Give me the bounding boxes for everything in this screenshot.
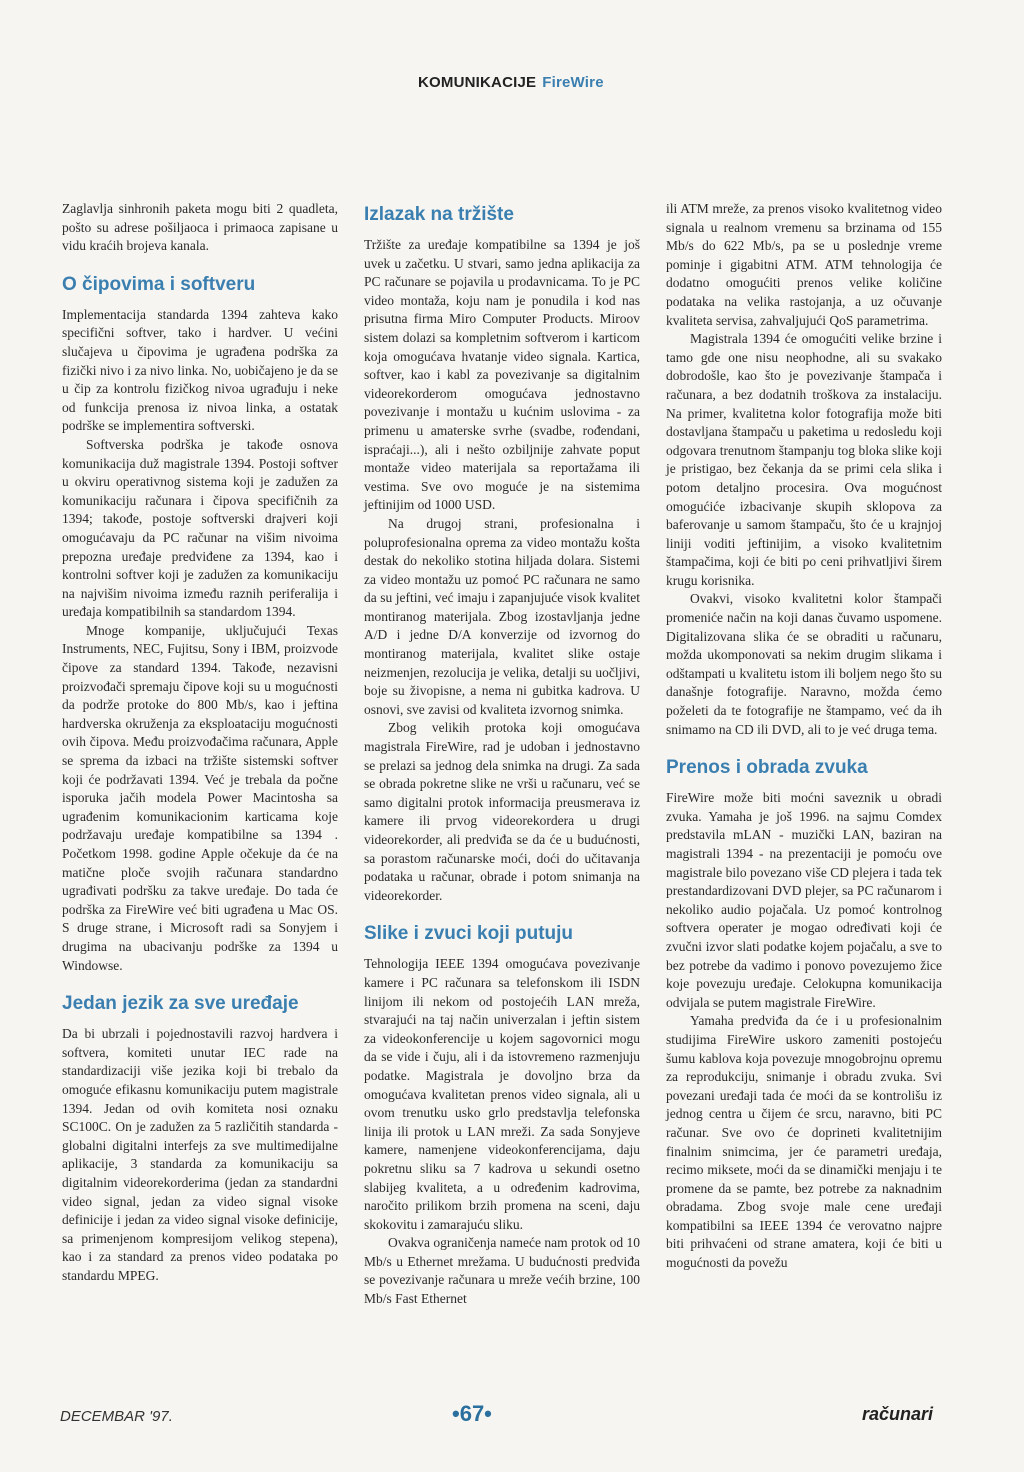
column-3 (666, 200, 942, 1273)
section-heading: Slike i zvuci koji putuju (364, 923, 574, 945)
header-section: KOMUNIKACIJE (418, 74, 537, 91)
paragraph: FireWire može biti moćni saveznik u obradi zvuka. Yamaha je još 1996. na sajmu Comdex predstavila mLAN - muzički LAN, baziran na magistrali 1394 - na prezentaciji je pomoću ove magistrale bilo povezano više CD plejera i tada tek prestandardizovani DVD plejer, sa PC računarom i nekoliko audio pojačala. Uz pomoć kontrolnog softvera operater je mogao određivati koji će zvučni izvor slati podatke kojem pojačalu, a sve to bez potrebe da vadimo i ponovo povezujemo žice koje povezuju uređaje. Celokupna komunikacija odvijala se putem magistrale FireWire. (666, 790, 942, 1010)
paragraph: ili ATM mreže, za prenos visoko kvalitetnog video signala u realnom vremenu sa brzinama od 155 Mb/s do 622 Mb/s, pa se u poslednje vreme pominje i gigabitni ATM. ATM tehnologija će dodatno omogućiti prenos velike količine podataka na velika rastojanja, a uz očuvanje kvaliteta servisa, zahvaljujući QoS parametrima. (666, 201, 942, 328)
magazine-name: računari (862, 1404, 934, 1424)
header-topic: FireWire (542, 74, 604, 91)
paragraph: Na drugoj strani, profesionalna i poluprofesionalna oprema za video montažu košta destak do nekoliko stotina hiljada dolara. Sistemi za video montažu uz pomoć PC računara ne samo da su jeftini, već imaju i zapanjujuće visok kvalitet montiranog materijala. Zbog izostavljanja jedne A/D i jedne D/A konverzije od izvornog do montiranog materijala, kvalitet slike ostaje neizmenjen, rezolucija je velika, detalji su uočljivi, boje su živopisne, a nema ni gubitka kadrova. U osnovi, sve zavisi od kvaliteta izvornog snimka. (364, 515, 640, 717)
paragraph: Zaglavlja sinhronih paketa mogu biti 2 quadleta, pošto su adrese pošiljaoca i primaoca zapisane u vidu kraćih brojeva kanala. (62, 201, 338, 254)
paragraph: Implementacija standarda 1394 zahteva kako specifični softver, tako i hardver. U većini slučajeva u čipovima je ugrađena podrška za fizički nivo i za nivo linka. No, uobičajeno je da se u čip za kontrolu fizičkog nivoa ugrađuju i neke od funkcija prenosa iz nivoa linka, a ostatak podrške se implementira softverski. (62, 306, 338, 434)
paragraph: Tržište za uređaje kompatibilne sa 1394 je još uvek u začetku. U stvari, samo jedna aplikacija za PC računare se pojavila u prodavnicama. To je PC video montaža, koju nam je ponudila i kod nas prisutna firma Miro Computer Products. Miroov sistem dolazi sa kompletnim softverom i karticom koja omogućava hvatanje video signala. Kartica, softver, kao i kabl za povezivanje sa digitalnim videorekorderom omogućava jednostavno povezivanje i montažu u kućnim uslovima - za primenu u amaterske svrhe (svadbe, rođendani, ispraćaji...), ali i nešto ozbiljnije zahvate poput montaže video materijala sa reportažama ili vestima. Sve ovo moguće je na sistemima jeftinijim od 1000 USD. (364, 237, 640, 513)
paragraph: Zbog velikih protoka koji omogućava magistrala FireWire, rad je udoban i jednostavno se prelazi sa jednog dela snimka na drugi. Za sada se obrada pokretne slike ne vrši u računaru, već se samo digitalni protok informacija preusmerava iz kamere ili prvog videorekordera u drugi videorekorder, ali predviđa se da će u budućnosti, sa porastom računarske moći, doći do učitavanja podataka u računar, obrade i potom snimanja na videorekorder. (364, 720, 640, 903)
section-heading: Prenos i obrada zvuka (666, 757, 868, 779)
running-header (418, 74, 604, 91)
page-number: •67• (452, 1401, 492, 1426)
section-heading: Jedan jezik za sve uređaje (62, 993, 299, 1015)
column-2 (364, 204, 640, 1309)
paragraph: Yamaha predviđa da će i u profesionalnim studijima FireWire uskoro zameniti postojeću šumu kablova koja povezuje mnogobrojnu opremu za reprodukciju, snimanje i obradu zvuka. Svi povezani uređaji tada će moći da se kontrolišu iz jednog centra u čijem će srcu, naravno, biti PC računar. Sve ovo će doprineti kvalitetnijim finalnim snimcima, jer će parametri uređaja, recimo miksete, moći da se dinamički menjaju i te promene da se pamte, bez potrebe za naknadnim obradama. Zbog svoje male cene uređaji kompatibilni sa IEEE 1394 će verovatno najpre biti prihvaćeni od strane amatera, koji će biti u mogućnosti da povežu (666, 1013, 942, 1271)
column-1 (62, 200, 338, 1285)
paragraph: Magistrala 1394 će omogućiti velike brzine i tamo gde one nisu neophodne, ali su svakako dobrodošle, kao što je povezivanje štampača i računara, a bez dodatnih troškova za instalaciju. Na primer, kvalitetna kolor fotografija može biti dostavljana štampaču u paketima u redosledu koji odgovara trenutnom štampanju tog bloka slike koji je pristigao, bez čekanja da se primi cela slika i potom detaljno procesira. Ova mogućnost omogućiće izbacivanje skupih sklopova za baferovanje u samom štampaču, što će u krajnjoj liniji voditi jeftinijim, a visoko kvalitetnim štampačima, koji će biti po ceni prihvatljivi širem krugu korisnika. (666, 331, 942, 588)
issue-date: DECEMBAR '97. (60, 1408, 173, 1425)
paragraph: Softverska podrška je takođe osnova komunikacija duž magistrale 1394. Postoji softver u okviru operativnog sistema koji je zadužen za komunikaciju računara i čipova specifičnih za 1394; takođe, postoje softverski drajveri koji omogućavaju da PC računar na višim nivoima prepozna uređaje predviđene za 1394, kao i kontrolni softver koji je zadužen za komunikaciju na najvišim nivoima između raznih periferalija i uređaja kompatibilnih sa standardom 1394. (62, 436, 338, 620)
paragraph: Da bi ubrzali i pojednostavili razvoj hardvera i softvera, komiteti unutar IEC rade na standardizaciji više jezika koji bi trebalo da omoguće efikasnu komunikaciju putem magistrale 1394. Jedan od ovih komiteta nosi oznaku SC100C. On je zadužen za 5 različitih standarda - globalni digitalni interfejs za sve multimedijalne aplikacije, 3 standarda za komunikaciju sa digitalnim videorekorderima (jedan za standardni video signal, jedan za video signal visoke definicije i jedan za video signal visoke definicije, sa primenjenom kompresijom velikog stepena), kao i za standard za prenos video podataka po standardu MPEG. (62, 1026, 338, 1283)
paragraph: Ovakva ograničenja nameće nam protok od 10 Mb/s u Ethernet mrežama. U budućnosti predviđa se povezivanje računara u mreže većih brzine, 100 Mb/s Fast Ethernet (364, 1235, 640, 1307)
section-heading: O čipovima i softveru (62, 273, 256, 295)
paragraph: Ovakvi, visoko kvalitetni kolor štampači promeniće način na koji danas čuvamo uspomene. Digitalizovana slika će se obraditi u računaru, možda ukomponovati sa nekim drugim slikama i odštampati u kvalitetu istom ili boljem nego što su današnje fotografije. Naravno, možda ćemo poželeti da te fotografije ne štampamo, već da ih snimamo na CD ili DVD, ali to je već druga tema. (666, 591, 942, 737)
paragraph: Tehnologija IEEE 1394 omogućava povezivanje kamere i PC računara sa telefonskom ili ISDN linijom ili nekom od postojećih LAN mreža, stvarajući na taj način univerzalan i jeftin sistem za videokonferencije u kojem sagovornici mogu da se vide i čuju, ali i da istovremeno razmenjuju podatke. Magistrala je dovoljno brza da omogućava kvalitetan prenos video signala, ali u ovom trenutku usko grlo predstavlja telefonska linija ili protok u LAN mreži. Za sada Sonyjeve kamere, namenjene videokonferencijama, daju pokretnu sliku sa 7 kadrova u sekundi osetno slabijeg kvaliteta, a u određenim kadrovima, naročito prilikom brzih promena na sceni, daju skokovitu i zamarajuću sliku. (364, 956, 640, 1232)
section-heading: Izlazak na tržište (364, 204, 514, 225)
paragraph: Mnoge kompanije, uključujući Texas Instruments, NEC, Fujitsu, Sony i IBM, proizvode čipove za standard 1394. Takođe, nezavisni proizvođači spremaju čipove koji su u mogućnosti da podrže protoke do 800 Mb/s, kao i jeftina hardverska okruženja za eksploataciju mogućnosti ovih čipova. Među proizvođačima računara, Apple se sprema da izbaci na tržište sistemski softver koji će podržavati 1394. Već je trebala da počne isporuka jačih modela Power Macintosha sa ugrađenim komunikacionim karticama koje podržavaju uređaje kompatibilne sa 1394 . Početkom 1998. godine Apple očekuje da će na matične ploče svojih računara standardno ugrađivati podršku za takve uređaje. Do tada će podrška za FireWire već biti ugrađena u Mac OS. S druge strane, i Microsoft radi sa Sonyjem i drugima na ubacivanju podrške za 1394 u Windowse. (62, 622, 338, 973)
